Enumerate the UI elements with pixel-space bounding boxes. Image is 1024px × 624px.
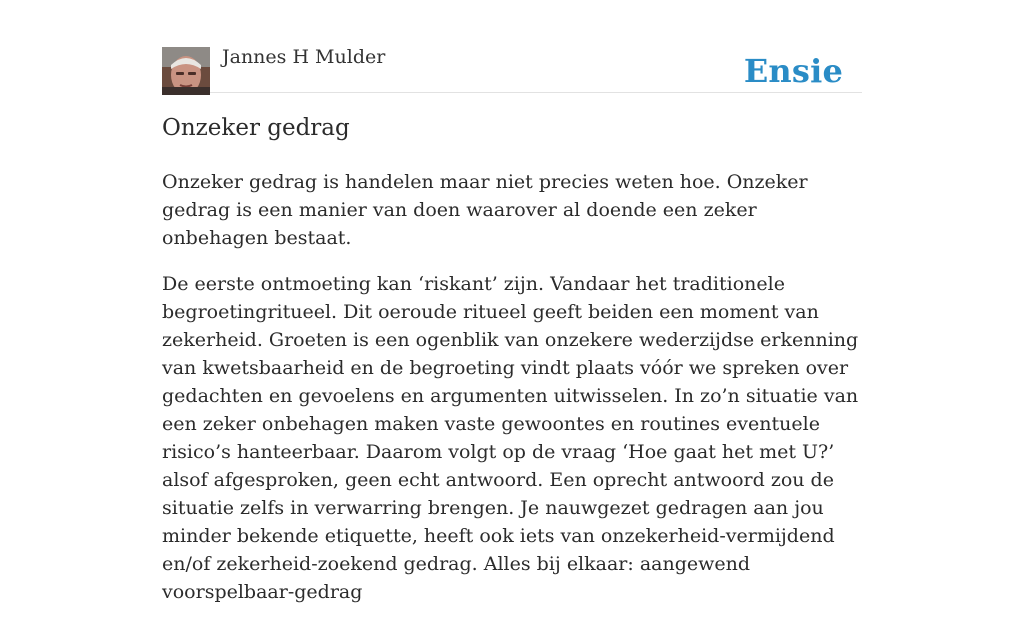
- author-name[interactable]: Jannes H Mulder: [222, 46, 386, 68]
- ensie-logo[interactable]: Ensie: [743, 52, 843, 90]
- article-title: Onzeker gedrag: [162, 115, 350, 141]
- article-body: [162, 168, 862, 624]
- header: [162, 44, 862, 93]
- author-avatar[interactable]: [162, 47, 210, 95]
- article-paragraph: Onzeker gedrag is handelen maar niet precies weten hoe. Onzeker gedrag is een manier van doen waarover al doende een zeker onbehagen bestaat.: [162, 171, 808, 249]
- avatar-photo-icon: [162, 47, 210, 95]
- article-paragraph: De eerste ontmoeting kan ‘riskant’ zijn. Vandaar het traditionele begroetingritueel. Dit oeroude ritueel geeft beiden een moment van zekerheid. Groeten is een ogenblik van onzekere wederzijdse erkenning van kwetsbaarheid en de begroeting vindt plaats vóór we spreken over gedachten en gevoelens en argumenten uitwisselen. In zo’n situatie van een zeker onbehagen maken vaste gewoontes en routines eventuele risico’s hanteerbaar. Daarom volgt op de vraag ‘Hoe gaat het met U?’ alsof afgesproken, geen echt antwoord. Een oprecht antwoord zou de situatie zelfs in verwarring brengen. Je nauwgezet gedragen aan jou minder bekende etiquette, heeft ook iets van onzekerheid-vermijdend en/of zekerheid-zoekend gedrag. Alles bij elkaar: aangewend voorspelbaar-gedrag: [162, 273, 859, 603]
